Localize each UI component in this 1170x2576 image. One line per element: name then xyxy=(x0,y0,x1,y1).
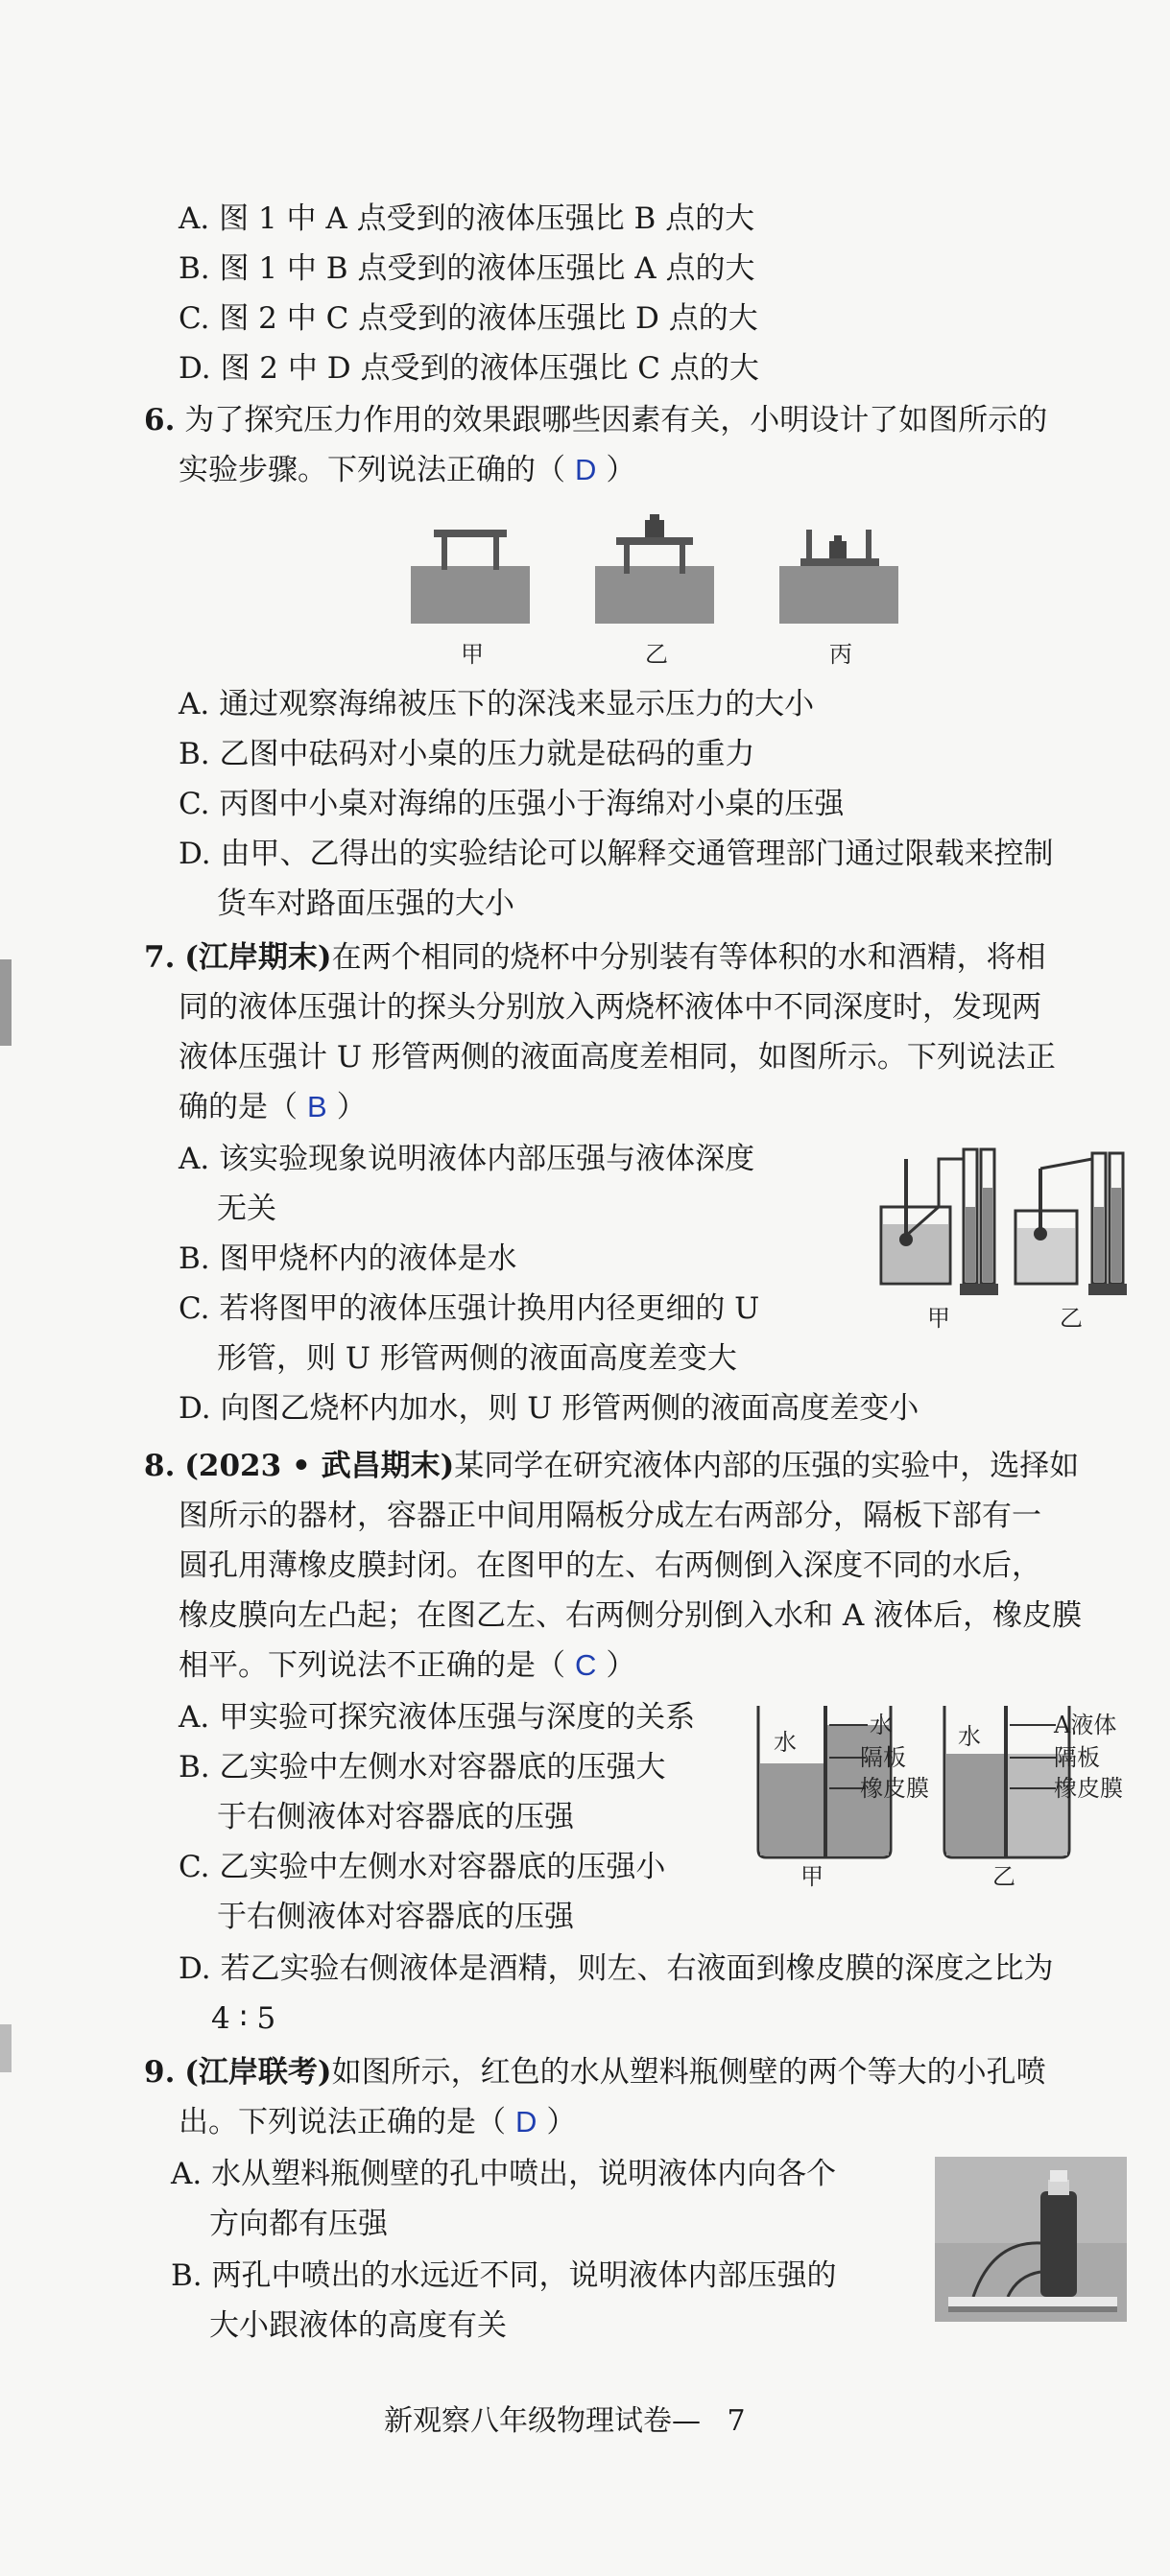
q9-option-a: A. 水从塑料瓶侧壁的孔中喷出，说明液体内向各个 xyxy=(171,2157,837,2191)
q7-source: (江岸期末) xyxy=(184,940,332,975)
q7-caption-jia: 甲 xyxy=(927,1305,950,1332)
q9-option-b: B. 两孔中喷出的水远近不同，说明液体内部压强的 xyxy=(171,2258,837,2293)
q8-option-d-cont: 4 ∶ 5 xyxy=(211,2001,276,2036)
q7-option-d: D. 向图乙烧杯内加水，则 U 形管两侧的液面高度差变小 xyxy=(179,1391,919,1426)
q9-number: 9. xyxy=(144,2055,176,2090)
q8-stem-close: ） xyxy=(606,1648,636,1683)
q6-option-d: D. 由甲、乙得出的实验结论可以解释交通管理部门通过限载来控制 xyxy=(179,837,1054,871)
scan-edge-mark xyxy=(0,959,12,1046)
q8-figure-jia xyxy=(758,1706,929,1888)
scan-edge-mark xyxy=(0,2024,12,2072)
q7-option-c: C. 若将图甲的液体压强计换用内径更细的 U xyxy=(179,1291,760,1326)
q6-caption-yi: 乙 xyxy=(645,641,668,668)
q7-option-c-cont: 形管，则 U 形管两侧的液面高度差变大 xyxy=(217,1341,737,1376)
q7-option-a-cont: 无关 xyxy=(217,1192,276,1226)
q7-stem-line-2: 同的液体压强计的探头分别放入两烧杯液体中不同深度时，发现两 xyxy=(179,990,1041,1025)
q8-label-yi-membrane: 橡皮膜 xyxy=(1054,1775,1123,1802)
q9-answer: D xyxy=(515,2105,537,2139)
q6-number: 6. xyxy=(144,403,176,437)
q8-stem-line-2: 图所示的器材，容器正中间用隔板分成左右两部分，隔板下部有一 xyxy=(179,1499,1041,1533)
q8-number: 8. xyxy=(144,1449,176,1483)
q6-figure-yi xyxy=(595,514,714,668)
q6-option-a: A. 通过观察海绵被压下的深浅来显示压力的大小 xyxy=(179,687,815,721)
q8-label-yi-liquid: A液体 xyxy=(1054,1712,1117,1738)
q7-stem-line-1 xyxy=(144,936,1046,979)
q7-caption-yi: 乙 xyxy=(1060,1305,1083,1332)
q5-option-a: A. 图 1 中 A 点受到的液体压强比 B 点的大 xyxy=(179,201,755,236)
q6-figure xyxy=(403,508,902,672)
q8-option-c-cont: 于右侧液体对容器底的压强 xyxy=(217,1900,574,1934)
q7-stem-text-4: 确的是（ xyxy=(179,1090,298,1124)
q8-stem-line-1 xyxy=(144,1445,1079,1487)
q8-option-b-cont: 于右侧液体对容器底的压强 xyxy=(217,1800,574,1834)
q8-stem-line-3: 圆孔用薄橡皮膜封闭。在图甲的左、右两侧倒入深度不同的水后， xyxy=(179,1548,1041,1583)
q8-source: (2023 • 武昌期末) xyxy=(184,1449,455,1483)
q9-photo xyxy=(935,2157,1127,2322)
q7-figure-yi xyxy=(1015,1153,1127,1332)
q8-label-jia-water: 水 xyxy=(870,1712,893,1738)
q6-option-d-cont: 货车对路面压强的大小 xyxy=(217,886,514,921)
q8-stem-text-1: 某同学在研究液体内部的压强的实验中，选择如 xyxy=(454,1449,1080,1483)
q6-stem-close: ） xyxy=(606,453,636,487)
q9-stem-close: ） xyxy=(546,2105,577,2139)
q8-answer: C xyxy=(575,1648,597,1682)
q8-label-left-water: 水 xyxy=(774,1729,797,1756)
q9-stem-line-1 xyxy=(144,2051,1046,2093)
q7-answer: B xyxy=(307,1090,327,1123)
q7-figure xyxy=(872,1140,1131,1332)
q6-stem-text-1: 为了探究压力作用的效果跟哪些因素有关，小明设计了如图所示的 xyxy=(184,403,1048,437)
q6-stem-line-2 xyxy=(179,449,635,491)
q8-option-d: D. 若乙实验右侧液体是酒精，则左、右液面到橡皮膜的深度之比为 xyxy=(179,1951,1054,1986)
q5-option-d: D. 图 2 中 D 点受到的液体压强比 C 点的大 xyxy=(179,351,759,386)
q8-figure xyxy=(752,1696,1146,1888)
q8-option-c: C. 乙实验中左侧水对容器底的压强小 xyxy=(179,1850,666,1884)
q7-stem-line-3: 液体压强计 U 形管两侧的液面高度差相同，如图所示。下列说法正 xyxy=(179,1040,1056,1075)
page-number: 7 xyxy=(727,2404,746,2438)
q8-stem-text-5: 相平。下列说法不正确的是（ xyxy=(179,1648,565,1683)
q5-option-b: B. 图 1 中 B 点受到的液体压强比 A 点的大 xyxy=(179,251,755,286)
q6-option-b: B. 乙图中砝码对小桌的压力就是砝码的重力 xyxy=(179,737,755,771)
q6-answer: D xyxy=(575,453,597,486)
q8-label-yi-divider: 隔板 xyxy=(1054,1744,1100,1771)
q8-option-a: A. 甲实验可探究液体压强与深度的关系 xyxy=(179,1700,696,1735)
page-footer xyxy=(384,2402,746,2441)
q9-stem-text-2: 出。下列说法正确的是（ xyxy=(179,2105,506,2139)
q9-option-a-cont: 方向都有压强 xyxy=(209,2207,388,2241)
q9-option-b-cont: 大小跟液体的高度有关 xyxy=(209,2308,507,2343)
q7-stem-close: ） xyxy=(336,1090,367,1124)
q7-figure-jia xyxy=(881,1149,998,1332)
q8-figure-yi xyxy=(944,1706,1123,1888)
q7-number: 7. xyxy=(144,940,176,975)
q7-option-a: A. 该实验现象说明液体内部压强与液体深度 xyxy=(179,1142,755,1176)
q7-stem-line-4 xyxy=(179,1086,367,1128)
q8-caption-jia: 甲 xyxy=(800,1863,824,1888)
q9-stem-line-2 xyxy=(179,2101,576,2143)
q8-option-b: B. 乙实验中左侧水对容器底的压强大 xyxy=(179,1750,666,1784)
q8-stem-line-5 xyxy=(179,1644,635,1687)
q6-caption-jia: 甲 xyxy=(461,641,484,668)
q9-source: (江岸联考) xyxy=(184,2055,332,2090)
q6-option-c: C. 丙图中小桌对海绵的压强小于海绵对小桌的压强 xyxy=(179,787,845,821)
q6-stem-text-2: 实验步骤。下列说法正确的（ xyxy=(179,453,565,487)
q6-figure-bing xyxy=(779,530,898,668)
q8-stem-line-4: 橡皮膜向左凸起；在图乙左、右两侧分别倒入水和 A 液体后，橡皮膜 xyxy=(179,1598,1083,1633)
q8-label-yi-water: 水 xyxy=(958,1723,981,1750)
footer-title: 新观察八年级物理试卷— xyxy=(384,2404,701,2438)
q8-caption-yi: 乙 xyxy=(992,1863,1015,1888)
q5-option-c: C. 图 2 中 C 点受到的液体压强比 D 点的大 xyxy=(179,301,758,336)
q7-option-b: B. 图甲烧杯内的液体是水 xyxy=(179,1241,517,1276)
q8-label-jia-membrane: 橡皮膜 xyxy=(860,1775,929,1802)
q7-stem-text-1: 在两个相同的烧杯中分别装有等体积的水和酒精，将相 xyxy=(331,940,1046,975)
q6-figure-jia xyxy=(411,530,530,668)
q8-label-jia-divider: 隔板 xyxy=(860,1744,906,1771)
q6-caption-bing: 丙 xyxy=(829,641,852,668)
q6-stem-line-1 xyxy=(144,399,1047,441)
q9-stem-text-1: 如图所示，红色的水从塑料瓶侧壁的两个等大的小孔喷 xyxy=(331,2055,1046,2090)
